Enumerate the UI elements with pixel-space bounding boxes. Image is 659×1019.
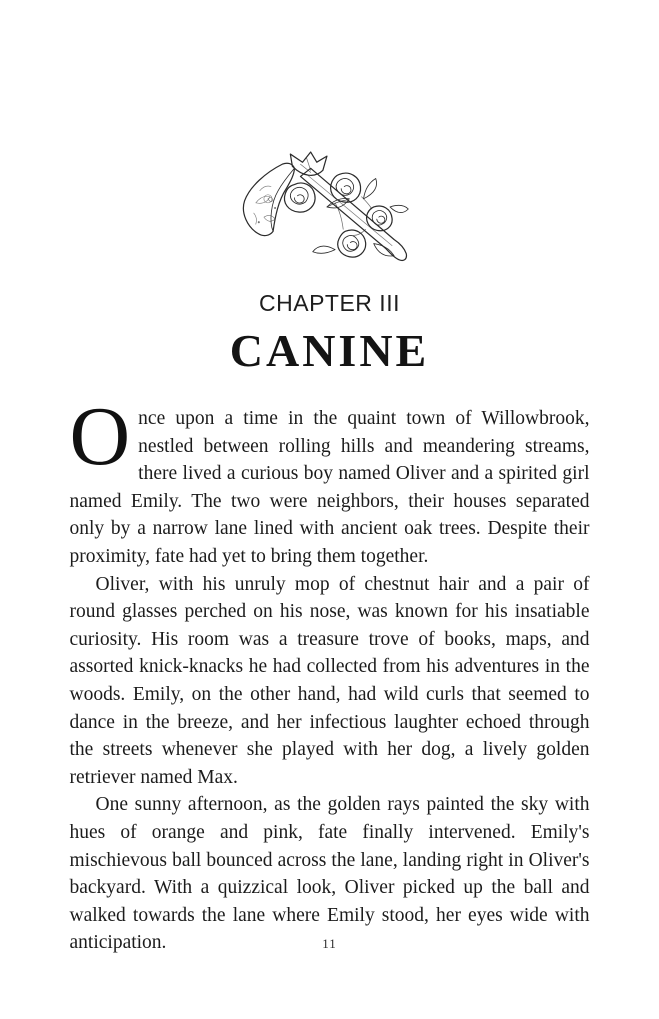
- axe-and-roses-icon: [241, 150, 419, 270]
- page-number: 11: [322, 936, 337, 951]
- paragraph-1: [69, 390, 590, 571]
- paragraph-2: Oliver, with his unruly mop of chestnut hair and a pair of round glasses perched on his nose, was known for his insatiable curiosity. His room was a treasure trove of books, maps, and assorted knick-knacks he had collected from his adventures in the woods. Emily, on the other hand, had wild curls that seemed to dance in the breeze, and her infectious laughter echoed through the streets whenever she played with her dog, a lively golden retriever named Max.: [69, 573, 590, 788]
- chapter-label: CHAPTER III: [259, 290, 400, 316]
- body-text: [69, 390, 590, 957]
- chapter-ornament: [241, 150, 419, 270]
- chapter-title: CANINE: [229, 325, 430, 376]
- paragraph-3: One sunny afternoon, as the golden rays painted the sky with hues of orange and pink, fate finally intervened. Emily's mischievous ball bounced across the lane, landing right in Oliver's backyard. With a quizzical look, Oliver picked up the ball and walked towards the lane where Emily stood, her eyes wide with anticipation.: [69, 794, 590, 954]
- drop-cap: O: [69, 390, 131, 483]
- paragraph-1-text: nce upon a time in the quaint town of Willowbrook, nestled between rolling hills and meandering streams, there lived a curious boy named Oliver and a spirited girl named Emily. The two were neighbors, their houses separated only by a narrow lane lined with ancient oak trees. Despite their proximity, fate had yet to bring them together.: [69, 408, 590, 567]
